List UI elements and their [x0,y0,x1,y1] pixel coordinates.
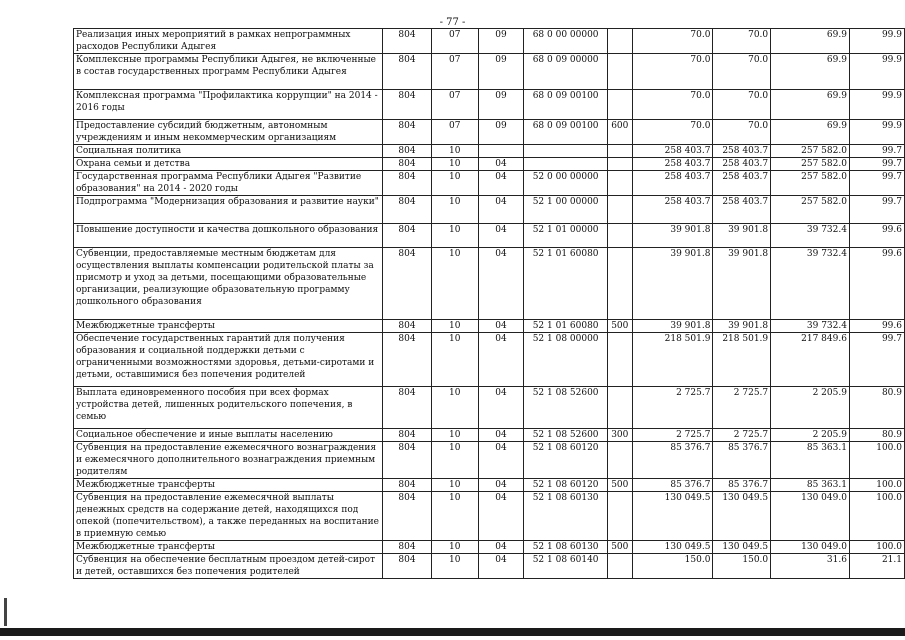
table-row [74,479,905,492]
row-ministry-code: 804 [383,492,432,541]
row-section-code: 10 [431,554,478,579]
row-section-code: 10 [431,248,478,320]
row-section-code: 10 [431,387,478,429]
row-subsection-code: 04 [478,554,524,579]
row-executed-amount: 39 732.4 [771,320,850,333]
row-target-article: 68 0 09 00100 [524,120,607,145]
row-section-code: 10 [431,429,478,442]
row-target-article: 68 0 09 00000 [524,54,607,90]
row-subsection-code: 04 [478,479,524,492]
row-expense-type [607,158,632,171]
row-refined-amount: 130 049.5 [713,492,771,541]
row-name: Повышение доступности и качества дошкольного образования [74,224,383,248]
table-row [74,248,905,320]
row-target-article [524,145,607,158]
row-target-article: 68 0 00 00000 [524,29,607,54]
row-subsection-code: 04 [478,224,524,248]
row-ministry-code: 804 [383,90,432,120]
row-target-article: 52 1 08 60130 [524,492,607,541]
row-target-article: 52 1 08 60120 [524,479,607,492]
row-executed-amount: 85 363.1 [771,442,850,479]
scan-bottom-bar [0,628,905,636]
row-plan-amount: 2 725.7 [632,387,713,429]
table-row [74,54,905,90]
row-target-article: 52 1 08 52600 [524,429,607,442]
row-refined-amount: 70.0 [713,120,771,145]
table-row [74,158,905,171]
row-subsection-code: 04 [478,429,524,442]
table-row [74,541,905,554]
table-row [74,333,905,387]
row-expense-type [607,90,632,120]
row-target-article: 52 1 01 60080 [524,320,607,333]
scan-edge-mark [4,598,7,626]
row-execution-percent: 99.9 [849,120,904,145]
row-refined-amount: 258 403.7 [713,196,771,224]
row-executed-amount: 39 732.4 [771,224,850,248]
row-executed-amount: 257 582.0 [771,171,850,196]
row-execution-percent: 99.7 [849,333,904,387]
row-subsection-code: 09 [478,29,524,54]
row-target-article: 52 1 08 52600 [524,387,607,429]
row-target-article: 52 1 01 00000 [524,224,607,248]
row-executed-amount: 130 049.0 [771,541,850,554]
row-name: Выплата единовременного пособия при всех формах устройства детей, лишенных родительского попечения, в семью [74,387,383,429]
row-refined-amount: 70.0 [713,90,771,120]
row-subsection-code: 04 [478,492,524,541]
row-execution-percent: 99.6 [849,224,904,248]
row-ministry-code: 804 [383,442,432,479]
row-refined-amount: 39 901.8 [713,320,771,333]
row-executed-amount: 69.9 [771,29,850,54]
row-ministry-code: 804 [383,54,432,90]
row-refined-amount: 150.0 [713,554,771,579]
row-ministry-code: 804 [383,387,432,429]
row-ministry-code: 804 [383,145,432,158]
row-refined-amount: 258 403.7 [713,158,771,171]
row-executed-amount: 257 582.0 [771,158,850,171]
row-target-article: 68 0 09 00100 [524,90,607,120]
row-refined-amount: 39 901.8 [713,248,771,320]
row-name: Межбюджетные трансферты [74,479,383,492]
row-plan-amount: 39 901.8 [632,248,713,320]
row-expense-type [607,442,632,479]
row-target-article: 52 0 00 00000 [524,171,607,196]
row-subsection-code: 09 [478,54,524,90]
row-refined-amount: 70.0 [713,29,771,54]
row-name: Комплексная программа "Профилактика коррупции" на 2014 - 2016 годы [74,90,383,120]
row-ministry-code: 804 [383,479,432,492]
row-ministry-code: 804 [383,171,432,196]
row-execution-percent: 99.9 [849,54,904,90]
row-section-code: 10 [431,320,478,333]
row-execution-percent: 80.9 [849,429,904,442]
row-target-article: 52 1 08 60140 [524,554,607,579]
row-execution-percent: 100.0 [849,442,904,479]
table-row [74,196,905,224]
row-executed-amount: 39 732.4 [771,248,850,320]
row-name: Предоставление субсидий бюджетным, автономным учреждениям и иным некоммерческим организациям [74,120,383,145]
row-section-code: 10 [431,333,478,387]
row-expense-type [607,492,632,541]
row-name: Социальная политика [74,145,383,158]
row-subsection-code [478,145,524,158]
table-row [74,90,905,120]
row-expense-type [607,387,632,429]
row-plan-amount: 39 901.8 [632,224,713,248]
row-expense-type [607,196,632,224]
row-section-code: 10 [431,196,478,224]
row-executed-amount: 2 205.9 [771,429,850,442]
row-plan-amount: 150.0 [632,554,713,579]
row-section-code: 07 [431,29,478,54]
row-target-article: 52 1 00 00000 [524,196,607,224]
row-target-article: 52 1 08 60130 [524,541,607,554]
table-row [74,145,905,158]
row-plan-amount: 85 376.7 [632,442,713,479]
row-execution-percent: 80.9 [849,387,904,429]
row-section-code: 10 [431,158,478,171]
row-refined-amount: 258 403.7 [713,171,771,196]
row-ministry-code: 804 [383,29,432,54]
row-ministry-code: 804 [383,224,432,248]
row-section-code: 10 [431,492,478,541]
row-executed-amount: 217 849.6 [771,333,850,387]
row-executed-amount: 2 205.9 [771,387,850,429]
table-row [74,492,905,541]
row-subsection-code: 04 [478,171,524,196]
row-expense-type [607,145,632,158]
table-row [74,442,905,479]
row-plan-amount: 39 901.8 [632,320,713,333]
row-plan-amount: 258 403.7 [632,196,713,224]
row-expense-type: 600 [607,120,632,145]
row-subsection-code: 09 [478,90,524,120]
row-expense-type: 500 [607,541,632,554]
row-execution-percent: 100.0 [849,541,904,554]
row-plan-amount: 2 725.7 [632,429,713,442]
row-expense-type [607,224,632,248]
row-target-article: 52 1 08 00000 [524,333,607,387]
row-plan-amount: 130 049.5 [632,541,713,554]
table-row [74,387,905,429]
row-expense-type: 500 [607,320,632,333]
row-name: Реализация иных мероприятий в рамках непрограммных расходов Республики Адыгея [74,29,383,54]
row-target-article: 52 1 08 60120 [524,442,607,479]
row-target-article [524,158,607,171]
row-expense-type [607,248,632,320]
row-name: Субвенция на предоставление ежемесячной выплаты денежных средств на содержание детей, находящихся под опекой (попечительством), а также переданных на воспитание в приемную семью [74,492,383,541]
row-section-code: 07 [431,54,478,90]
row-executed-amount: 85 363.1 [771,479,850,492]
row-ministry-code: 804 [383,120,432,145]
row-subsection-code: 04 [478,442,524,479]
row-plan-amount: 70.0 [632,120,713,145]
row-execution-percent: 99.7 [849,171,904,196]
table-row [74,171,905,196]
row-expense-type: 300 [607,429,632,442]
row-subsection-code: 04 [478,387,524,429]
page-number: - 77 - [439,17,466,28]
row-plan-amount: 218 501.9 [632,333,713,387]
row-execution-percent: 100.0 [849,479,904,492]
row-section-code: 10 [431,479,478,492]
row-name: Межбюджетные трансферты [74,541,383,554]
row-refined-amount: 2 725.7 [713,387,771,429]
table-row [74,320,905,333]
row-plan-amount: 70.0 [632,29,713,54]
row-refined-amount: 258 403.7 [713,145,771,158]
row-name: Субвенция на предоставление ежемесячного вознаграждения и ежемесячного дополнительного вознаграждения приемным родителям [74,442,383,479]
row-execution-percent: 21.1 [849,554,904,579]
table-row [74,554,905,579]
row-section-code: 07 [431,120,478,145]
row-name: Государственная программа Республики Адыгея "Развитие образования" на 2014 - 2020 годы [74,171,383,196]
row-refined-amount: 85 376.7 [713,442,771,479]
row-executed-amount: 31.6 [771,554,850,579]
row-executed-amount: 257 582.0 [771,145,850,158]
row-subsection-code: 09 [478,120,524,145]
row-plan-amount: 70.0 [632,90,713,120]
row-executed-amount: 69.9 [771,54,850,90]
budget-table [73,28,905,579]
row-name: Субвенция на обеспечение бесплатным проездом детей-сирот и детей, оставшихся без попечения родителей [74,554,383,579]
row-executed-amount: 69.9 [771,120,850,145]
row-plan-amount: 258 403.7 [632,171,713,196]
row-plan-amount: 130 049.5 [632,492,713,541]
row-execution-percent: 99.6 [849,248,904,320]
row-name: Обеспечение государственных гарантий для получения образования и социальной поддержки детьми с ограниченными возможностями здоровья, детьми-сиротами и детьми, оставшимися без попечения родителей [74,333,383,387]
row-section-code: 10 [431,224,478,248]
row-refined-amount: 70.0 [713,54,771,90]
table-row [74,29,905,54]
row-name: Подпрограмма "Модернизация образования и развитие науки" [74,196,383,224]
row-section-code: 10 [431,442,478,479]
row-section-code: 10 [431,541,478,554]
table-body [74,29,905,579]
row-section-code: 10 [431,145,478,158]
row-ministry-code: 804 [383,196,432,224]
row-refined-amount: 85 376.7 [713,479,771,492]
row-expense-type [607,29,632,54]
row-refined-amount: 130 049.5 [713,541,771,554]
row-section-code: 10 [431,171,478,196]
row-subsection-code: 04 [478,541,524,554]
row-execution-percent: 100.0 [849,492,904,541]
row-name: Субвенции, предоставляемые местным бюджетам для осуществления выплаты компенсации родительской платы за присмотр и уход за детьми, посещающими образовательные организации, реализующие образовательную программу дошкольного образования [74,248,383,320]
row-subsection-code: 04 [478,333,524,387]
row-subsection-code: 04 [478,196,524,224]
table-row [74,224,905,248]
row-expense-type: 500 [607,479,632,492]
row-name: Межбюджетные трансферты [74,320,383,333]
row-ministry-code: 804 [383,248,432,320]
row-execution-percent: 99.6 [849,320,904,333]
row-expense-type [607,54,632,90]
row-ministry-code: 804 [383,333,432,387]
row-execution-percent: 99.9 [849,29,904,54]
table-row [74,120,905,145]
row-execution-percent: 99.7 [849,158,904,171]
row-target-article: 52 1 01 60080 [524,248,607,320]
row-name: Социальное обеспечение и иные выплаты населению [74,429,383,442]
row-ministry-code: 804 [383,541,432,554]
row-plan-amount: 258 403.7 [632,145,713,158]
row-expense-type [607,171,632,196]
row-execution-percent: 99.7 [849,196,904,224]
row-plan-amount: 70.0 [632,54,713,90]
row-refined-amount: 2 725.7 [713,429,771,442]
row-ministry-code: 804 [383,554,432,579]
row-refined-amount: 39 901.8 [713,224,771,248]
row-subsection-code: 04 [478,248,524,320]
row-plan-amount: 85 376.7 [632,479,713,492]
row-execution-percent: 99.9 [849,90,904,120]
row-plan-amount: 258 403.7 [632,158,713,171]
row-executed-amount: 130 049.0 [771,492,850,541]
row-ministry-code: 804 [383,429,432,442]
table-row [74,429,905,442]
row-refined-amount: 218 501.9 [713,333,771,387]
row-subsection-code: 04 [478,320,524,333]
row-ministry-code: 804 [383,158,432,171]
row-execution-percent: 99.7 [849,145,904,158]
row-subsection-code: 04 [478,158,524,171]
row-name: Комплексные программы Республики Адыгея, не включенные в состав государственных программ Республики Адыгея [74,54,383,90]
row-ministry-code: 804 [383,320,432,333]
row-executed-amount: 69.9 [771,90,850,120]
row-expense-type [607,554,632,579]
row-expense-type [607,333,632,387]
row-name: Охрана семьи и детства [74,158,383,171]
row-section-code: 07 [431,90,478,120]
row-executed-amount: 257 582.0 [771,196,850,224]
